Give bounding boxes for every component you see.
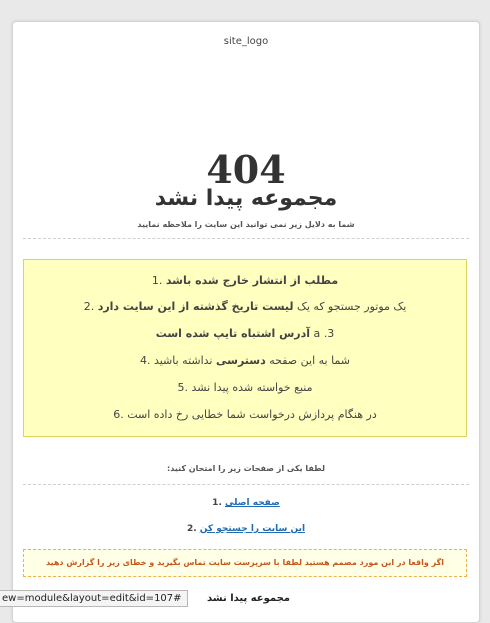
reason-text: در هنگام پردازش درخواست شما خطایی رخ داده است xyxy=(127,408,377,421)
error-code: 404 xyxy=(206,147,286,192)
page-title-strip: مجموعه پیدا نشد xyxy=(207,593,290,604)
reason-number: .2 xyxy=(83,300,95,313)
link-number: .2 xyxy=(186,524,197,534)
status-bar-url: ew=module&layout=edit&id=107# xyxy=(0,590,188,607)
reason-item-2 xyxy=(24,300,466,313)
site-logo: site_logo xyxy=(223,36,269,47)
reason-bold: دسترسی xyxy=(216,354,266,367)
error-card xyxy=(12,21,480,623)
reason-item-4 xyxy=(24,354,466,367)
search-site-link[interactable]: این سایت را جستجو کن xyxy=(199,524,306,534)
reason-text: یک موتور جستجو که یک xyxy=(293,300,407,313)
try-pages-title: لطفا یکی از صفحات زیر را امتحان کنید: xyxy=(167,464,325,473)
reason-item-6 xyxy=(24,408,466,421)
reasons-box xyxy=(23,259,467,437)
report-notice: اگر واقعا در این مورد مصمم هستید لطفا با سرپرست سایت تماس بگیرید و خطای زیر را گزارش دهید xyxy=(23,549,467,577)
reason-number: .6 xyxy=(113,408,124,421)
link-row-home xyxy=(13,498,479,508)
reason-number: .5 xyxy=(177,381,189,394)
reason-number: .3 xyxy=(323,327,335,340)
link-row-search xyxy=(13,524,479,534)
reason-item-1 xyxy=(24,274,466,287)
reason-text: a xyxy=(310,327,321,340)
reason-text: نداشته باشید xyxy=(153,354,216,367)
divider xyxy=(23,238,469,239)
reason-number: .4 xyxy=(139,354,151,367)
divider xyxy=(23,484,469,485)
reason-number: .1 xyxy=(151,274,163,287)
link-number: .1 xyxy=(212,498,222,508)
home-link[interactable]: صفحه اصلی xyxy=(225,498,280,508)
reason-bold: مطلب از انتشار خارج شده باشد xyxy=(165,274,339,287)
reason-text: منبع خواسته شده پیدا نشد xyxy=(191,381,313,394)
reason-item-5 xyxy=(24,381,466,394)
reason-text: شما به این صفحه xyxy=(265,354,351,367)
reason-bold: آدرس اشتباه تایپ شده است xyxy=(155,327,311,340)
error-subtitle: شما به دلایل زیر نمی توانید این سایت را ملاحظه نمایید xyxy=(137,220,355,229)
reason-item-3 xyxy=(24,327,466,340)
error-title: مجموعه پیدا نشد xyxy=(154,186,338,211)
reason-bold: لیست تاریخ گذشته از این سایت دارد xyxy=(97,300,294,313)
